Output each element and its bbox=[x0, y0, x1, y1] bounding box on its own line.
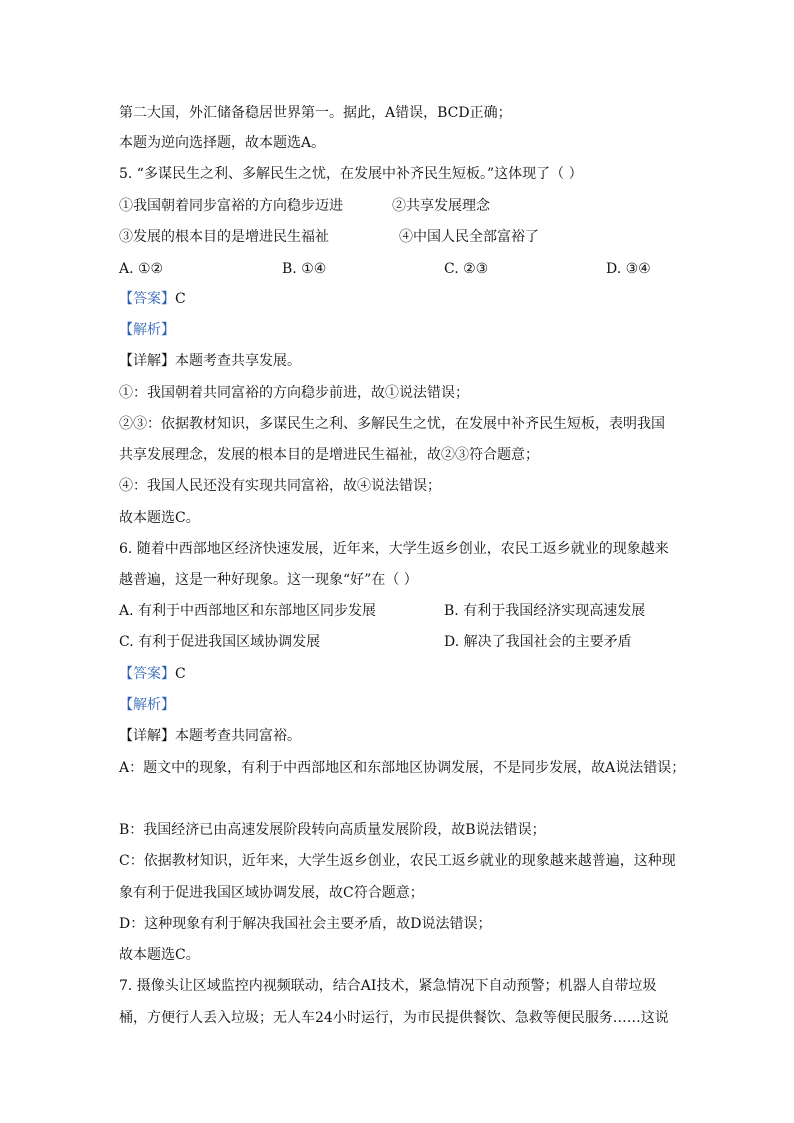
q6-conclusion: 故本题选C。 bbox=[119, 947, 200, 963]
q6-option-c: C. 有利于促进我国区域协调发展 bbox=[119, 634, 321, 650]
q5-detail-label: 【详解】 bbox=[119, 353, 175, 369]
q5-item-2: ②共享发展理念 bbox=[392, 198, 490, 214]
q5-explanation-1: ①：我国朝着共同富裕的方向稳步前进，故①说法错误； bbox=[119, 385, 469, 401]
q6-explanation-b: B：我国经济已由高速发展阶段转向高质量发展阶段，故B说法错误； bbox=[119, 822, 546, 838]
q5-option-d: D. ③④ bbox=[606, 261, 651, 277]
q6-option-b: B. 有利于我国经济实现高速发展 bbox=[444, 603, 646, 619]
q5-analysis-label: 【解析】 bbox=[119, 322, 175, 338]
q5-option-a: A. ①② bbox=[119, 261, 164, 277]
q6-explanation-c1: C：依据教材知识，近年来，大学生返乡创业，农民工返乡就业的现象越来越普遍，这种现 bbox=[119, 853, 676, 869]
q5-detail-text: 本题考查共享发展。 bbox=[175, 353, 301, 369]
q6-answer-label: 【答案】 bbox=[119, 666, 175, 682]
q6-stem-2: 越普遍，这是一种好现象。这一现象“好”在（ ） bbox=[119, 572, 418, 588]
q6-detail-label: 【详解】 bbox=[119, 728, 175, 744]
q5-option-b: B. ①④ bbox=[282, 261, 327, 277]
q5-option-c: C. ②③ bbox=[444, 261, 489, 277]
q6-option-a: A. 有利于中西部地区和东部地区同步发展 bbox=[119, 603, 377, 619]
q6-analysis-label: 【解析】 bbox=[119, 697, 175, 713]
q5-stem: 5. “多谋民生之利、多解民生之忧，在发展中补齐民生短板。”这体现了（ ） bbox=[119, 166, 583, 182]
q7-stem-1: 7. 摄像头让区域监控内视频联动，结合AI技术，紧急情况下自动预警；机器人自带垃圾 bbox=[119, 978, 657, 994]
q5-explanation-2a: ②③：依据教材知识，多谋民生之利、多解民生之忧，在发展中补齐民生短板，表明我国 bbox=[119, 416, 665, 432]
q5-answer bbox=[119, 290, 186, 308]
q5-explanation-3: ④：我国人民还没有实现共同富裕，故④说法错误； bbox=[119, 478, 441, 494]
q6-explanation-c2: 象有利于促进我国区域协调发展，故C符合题意； bbox=[119, 885, 424, 901]
q6-explanation-d: D：这种现象有利于解决我国社会主要矛盾，故D说法错误； bbox=[119, 916, 492, 932]
q5-detail bbox=[119, 352, 301, 370]
intro-line-2: 本题为逆向选择题，故本题选A。 bbox=[119, 135, 326, 151]
q6-explanation-a: A：题文中的现象，有利于中西部地区和东部地区协调发展，不是同步发展，故A说法错误； bbox=[119, 760, 686, 776]
q5-item-3: ③发展的根本目的是增进民生福祉 bbox=[119, 229, 329, 245]
intro-line-1: 第二大国，外汇储备稳居世界第一。据此，A错误，BCD正确； bbox=[119, 105, 512, 121]
q5-conclusion: 故本题选C。 bbox=[119, 510, 200, 526]
q5-answer-label: 【答案】 bbox=[119, 291, 175, 307]
q6-answer bbox=[119, 665, 186, 683]
q5-answer-value: C bbox=[175, 291, 186, 307]
q5-item-4: ④中国人民全部富裕了 bbox=[399, 229, 539, 245]
q5-explanation-2b: 共享发展理念，发展的根本目的是增进民生福祉，故②③符合题意； bbox=[119, 447, 539, 463]
q7-stem-2: 桶，方便行人丢入垃圾；无人车24小时运行，为市民提供餐饮、急救等便民服务……这说 bbox=[119, 1010, 669, 1026]
q6-stem-1: 6. 随着中西部地区经济快速发展，近年来，大学生返乡创业，农民工返乡就业的现象越来 bbox=[119, 541, 669, 557]
q5-item-1: ①我国朝着同步富裕的方向稳步迈进 bbox=[119, 198, 343, 214]
q6-detail-text: 本题考查共同富裕。 bbox=[175, 728, 301, 744]
q6-answer-value: C bbox=[175, 666, 186, 682]
q6-option-d: D. 解决了我国社会的主要矛盾 bbox=[444, 634, 632, 650]
q6-detail bbox=[119, 727, 301, 745]
